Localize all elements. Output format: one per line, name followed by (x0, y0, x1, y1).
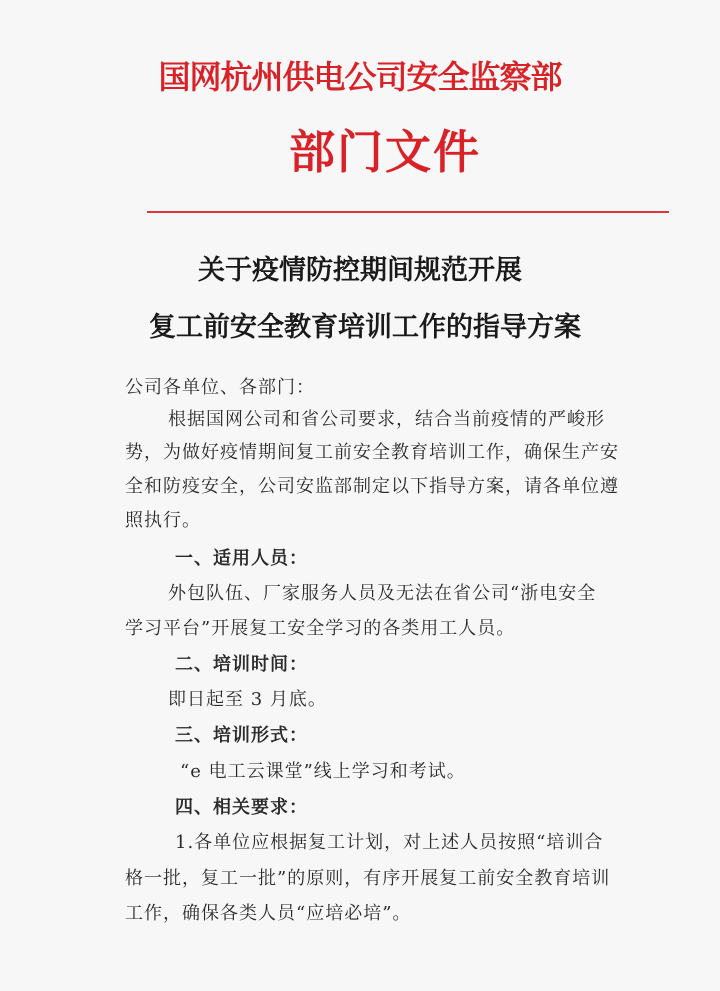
section-4-heading: 四、相关要求： (175, 797, 308, 818)
intro-line-2: 势，为做好疫情期间复工前安全教育培训工作，确保生产安 (125, 442, 619, 463)
salutation: 公司各单位、各部门： (125, 377, 315, 398)
section-4-text-2: 格一批，复工一批”的原则，有序开展复工前安全教育培训 (125, 868, 611, 889)
title-line-1: 关于疫情防控期间规范开展 (198, 255, 522, 286)
section-4-text-3: 工作，确保各类人员“应培必培”。 (125, 903, 412, 924)
section-3-heading: 三、培训形式： (175, 725, 308, 746)
section-1-text-2: 学习平台”开展复工安全学习的各类用工人员。 (125, 618, 516, 639)
red-divider-line (147, 211, 669, 213)
document-type: 部门文件 (289, 125, 481, 179)
title-line-2: 复工前安全教育培训工作的指导方案 (149, 312, 581, 343)
section-4-text-1: 1.各单位应根据复工计划，对上述人员按照“培训合 (175, 832, 604, 853)
intro-line-1: 根据国网公司和省公司要求，结合当前疫情的严峻形 (168, 409, 605, 430)
issuing-organization: 国网杭州供电公司安全监察部 (158, 58, 562, 96)
section-1-heading: 一、适用人员： (175, 548, 308, 569)
section-3-text: “e 电工云课堂”线上学习和考试。 (180, 761, 466, 782)
section-2-heading: 二、培训时间： (175, 654, 308, 675)
section-2-text: 即日起至 3 月底。 (168, 689, 327, 710)
intro-line-3: 全和防疫安全，公司安监部制定以下指导方案，请各单位遵 (125, 476, 619, 497)
section-1-text-1: 外包队伍、厂家服务人员及无法在省公司“浙电安全 (168, 583, 597, 604)
intro-line-4: 照执行。 (125, 510, 201, 531)
